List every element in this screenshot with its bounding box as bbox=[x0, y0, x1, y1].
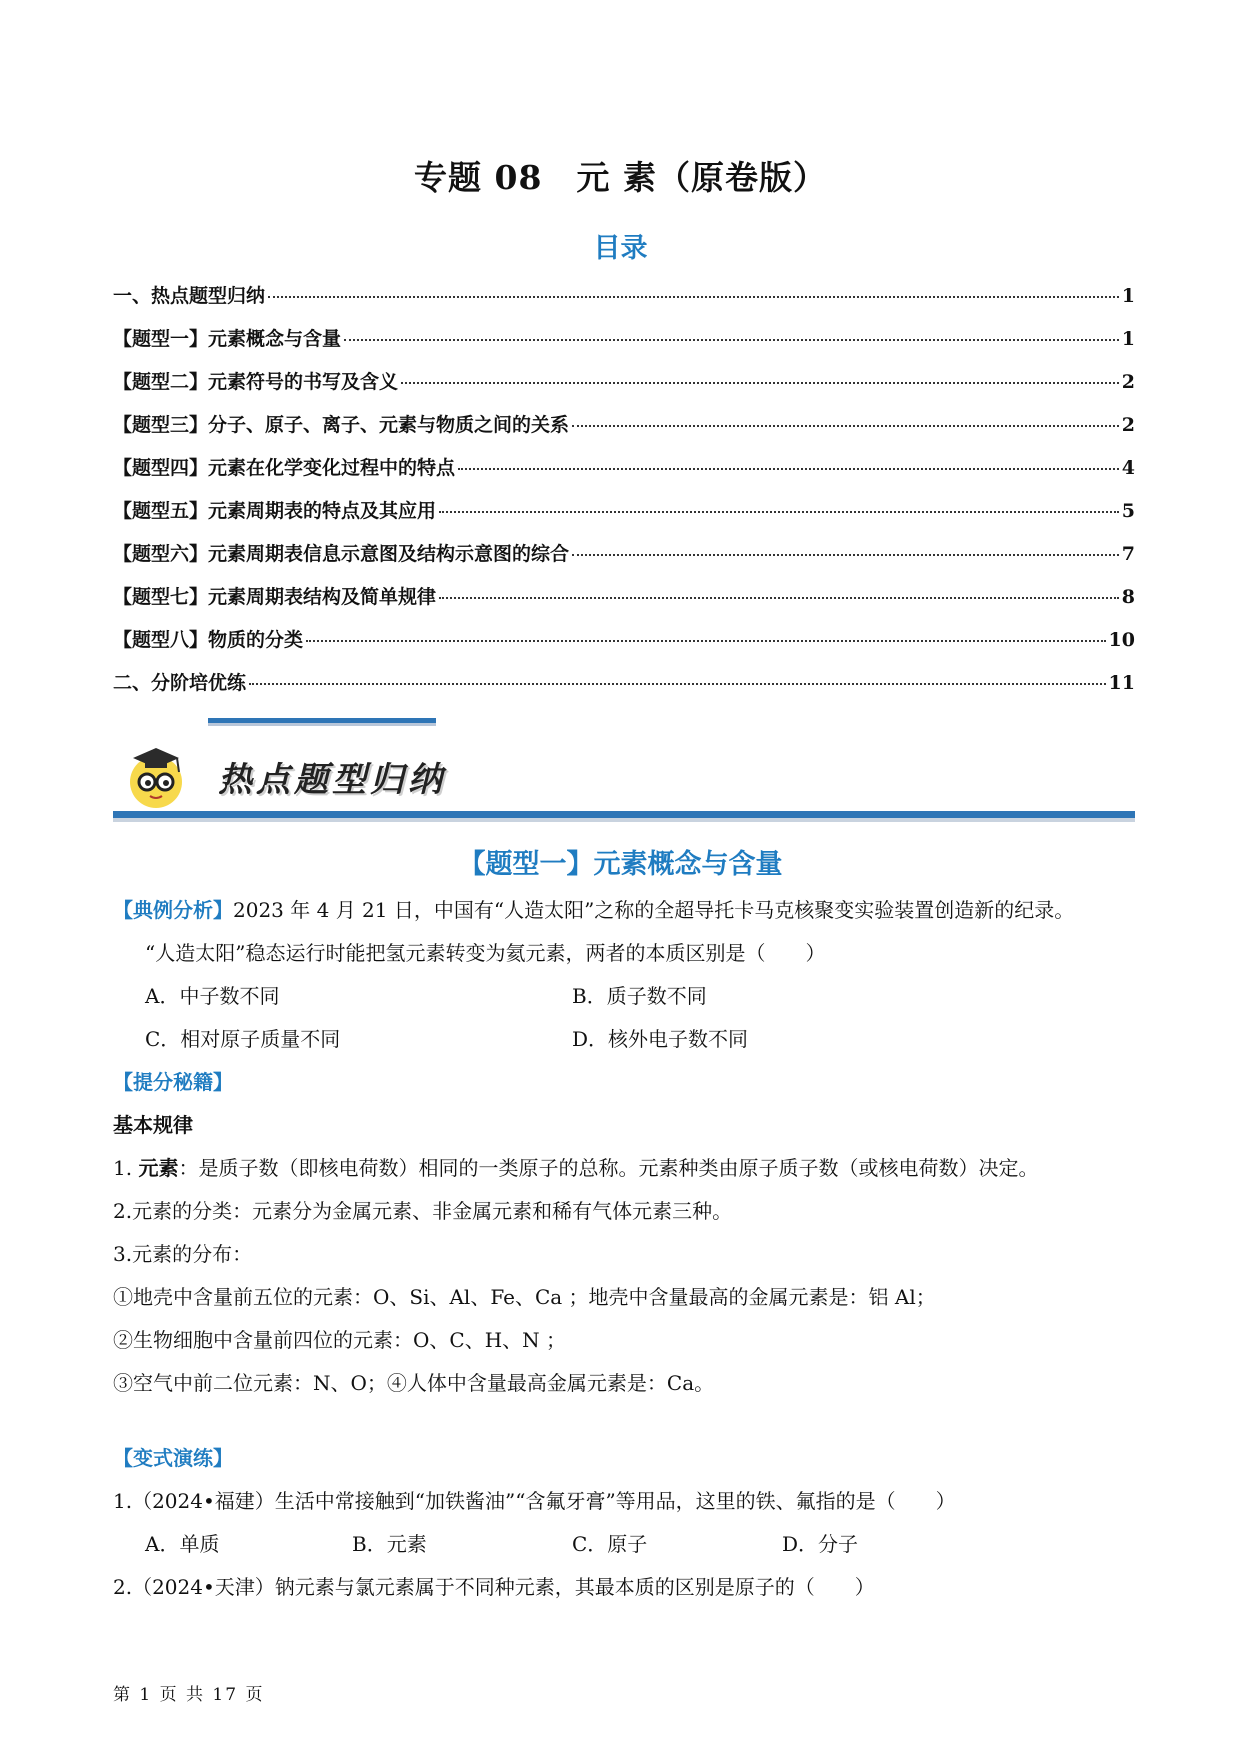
section-banner bbox=[113, 718, 1135, 828]
option-d: D．核外电子数不同 bbox=[572, 1027, 749, 1051]
leader-dots bbox=[306, 640, 1106, 642]
example-line-2: “人造太阳”稳态运行时能把氢元素转变为氦元素，两者的本质区别是（ ） bbox=[145, 941, 826, 965]
tips-paragraph-6: ③空气中前二位元素：N、O；④人体中含量最高金属元素是：Ca。 bbox=[113, 1371, 715, 1395]
leader-dots bbox=[572, 554, 1119, 556]
table-of-contents bbox=[113, 281, 1135, 711]
q1-option-c: C．原子 bbox=[572, 1532, 648, 1556]
toc-entry[interactable]: 【题型四】元素在化学变化过程中的特点 4 bbox=[113, 457, 1135, 479]
tips-paragraph-3: 3.元素的分布： bbox=[113, 1242, 253, 1266]
leader-dots bbox=[439, 597, 1119, 599]
toc-entry[interactable]: 二、分阶培优练 11 bbox=[113, 672, 1135, 694]
toc-entry[interactable]: 【题型三】分子、原子、离子、元素与物质之间的关系 2 bbox=[113, 414, 1135, 436]
option-b: B．质子数不同 bbox=[572, 984, 707, 1008]
option-a: A．中子数不同 bbox=[145, 984, 280, 1008]
tips-tag: 【提分秘籍】 bbox=[113, 1070, 233, 1094]
page-title: 专题 08 元 素（原卷版） bbox=[414, 158, 827, 197]
leader-dots bbox=[268, 296, 1119, 298]
leader-dots bbox=[439, 511, 1119, 513]
scholar-mascot-icon bbox=[121, 740, 191, 810]
leader-dots bbox=[249, 683, 1106, 685]
toc-entry[interactable]: 一、热点题型归纳 1 bbox=[113, 285, 1135, 307]
tips-paragraph-2: 2.元素的分类：元素分为金属元素、非金属元素和稀有气体元素三种。 bbox=[113, 1199, 733, 1223]
option-c: C．相对原子质量不同 bbox=[145, 1027, 341, 1051]
toc-entry[interactable]: 【题型八】物质的分类 10 bbox=[113, 629, 1135, 651]
leader-dots bbox=[401, 382, 1119, 384]
toc-entry[interactable]: 【题型五】元素周期表的特点及其应用 5 bbox=[113, 500, 1135, 522]
toc-entry[interactable]: 【题型七】元素周期表结构及简单规律 8 bbox=[113, 586, 1135, 608]
tips-paragraph-5: ②生物细胞中含量前四位的元素：O、C、H、N ； bbox=[113, 1328, 566, 1352]
practice-tag: 【变式演练】 bbox=[113, 1446, 233, 1470]
banner-title: 热点题型归纳 bbox=[218, 760, 446, 800]
leader-dots bbox=[458, 468, 1119, 470]
tips-paragraph-1: 1. 元素：是质子数（即核电荷数）相同的一类原子的总称。元素种类由原子质子数（或核电荷数）决定。 bbox=[113, 1156, 1039, 1180]
toc-entry[interactable]: 【题型六】元素周期表信息示意图及结构示意图的综合 7 bbox=[113, 543, 1135, 565]
tips-paragraph-4: ①地壳中含量前五位的元素：O、Si、Al、Fe、Ca ；地壳中含量最高的金属元素是：铝 Al； bbox=[113, 1285, 936, 1309]
example-tag: 【典例分析】 bbox=[113, 898, 233, 922]
page-footer: 第 1 页 共 17 页 bbox=[113, 1685, 265, 1705]
q1-option-d: D．分子 bbox=[782, 1532, 859, 1556]
toc-entry[interactable]: 【题型二】元素符号的书写及含义 2 bbox=[113, 371, 1135, 393]
tips-subtitle: 基本规律 bbox=[113, 1113, 193, 1137]
toc-heading: 目录 bbox=[593, 233, 648, 264]
toc-entry[interactable]: 【题型一】元素概念与含量 1 bbox=[113, 328, 1135, 350]
example-line-1: 【典例分析】2023 年 4 月 21 日，中国有“人造太阳”之称的全超导托卡马克核聚变实验装置创造新的纪录。 bbox=[113, 898, 1075, 922]
section-heading: 【题型一】元素概念与含量 bbox=[458, 849, 783, 880]
question-2: 2.（2024•天津）钠元素与氯元素属于不同种元素，其最本质的区别是原子的（ ） bbox=[113, 1575, 875, 1599]
banner-bottom-rule bbox=[113, 811, 1135, 818]
banner-top-shadow bbox=[208, 723, 436, 726]
q1-option-b: B．元素 bbox=[352, 1532, 427, 1556]
question-1: 1.（2024•福建）生活中常接触到“加铁酱油”“含氟牙膏”等用品，这里的铁、氟指的是（ ） bbox=[113, 1489, 956, 1513]
leader-dots bbox=[344, 339, 1119, 341]
banner-bottom-shadow bbox=[113, 818, 1135, 822]
leader-dots bbox=[572, 425, 1119, 427]
q1-option-a: A．单质 bbox=[145, 1532, 220, 1556]
